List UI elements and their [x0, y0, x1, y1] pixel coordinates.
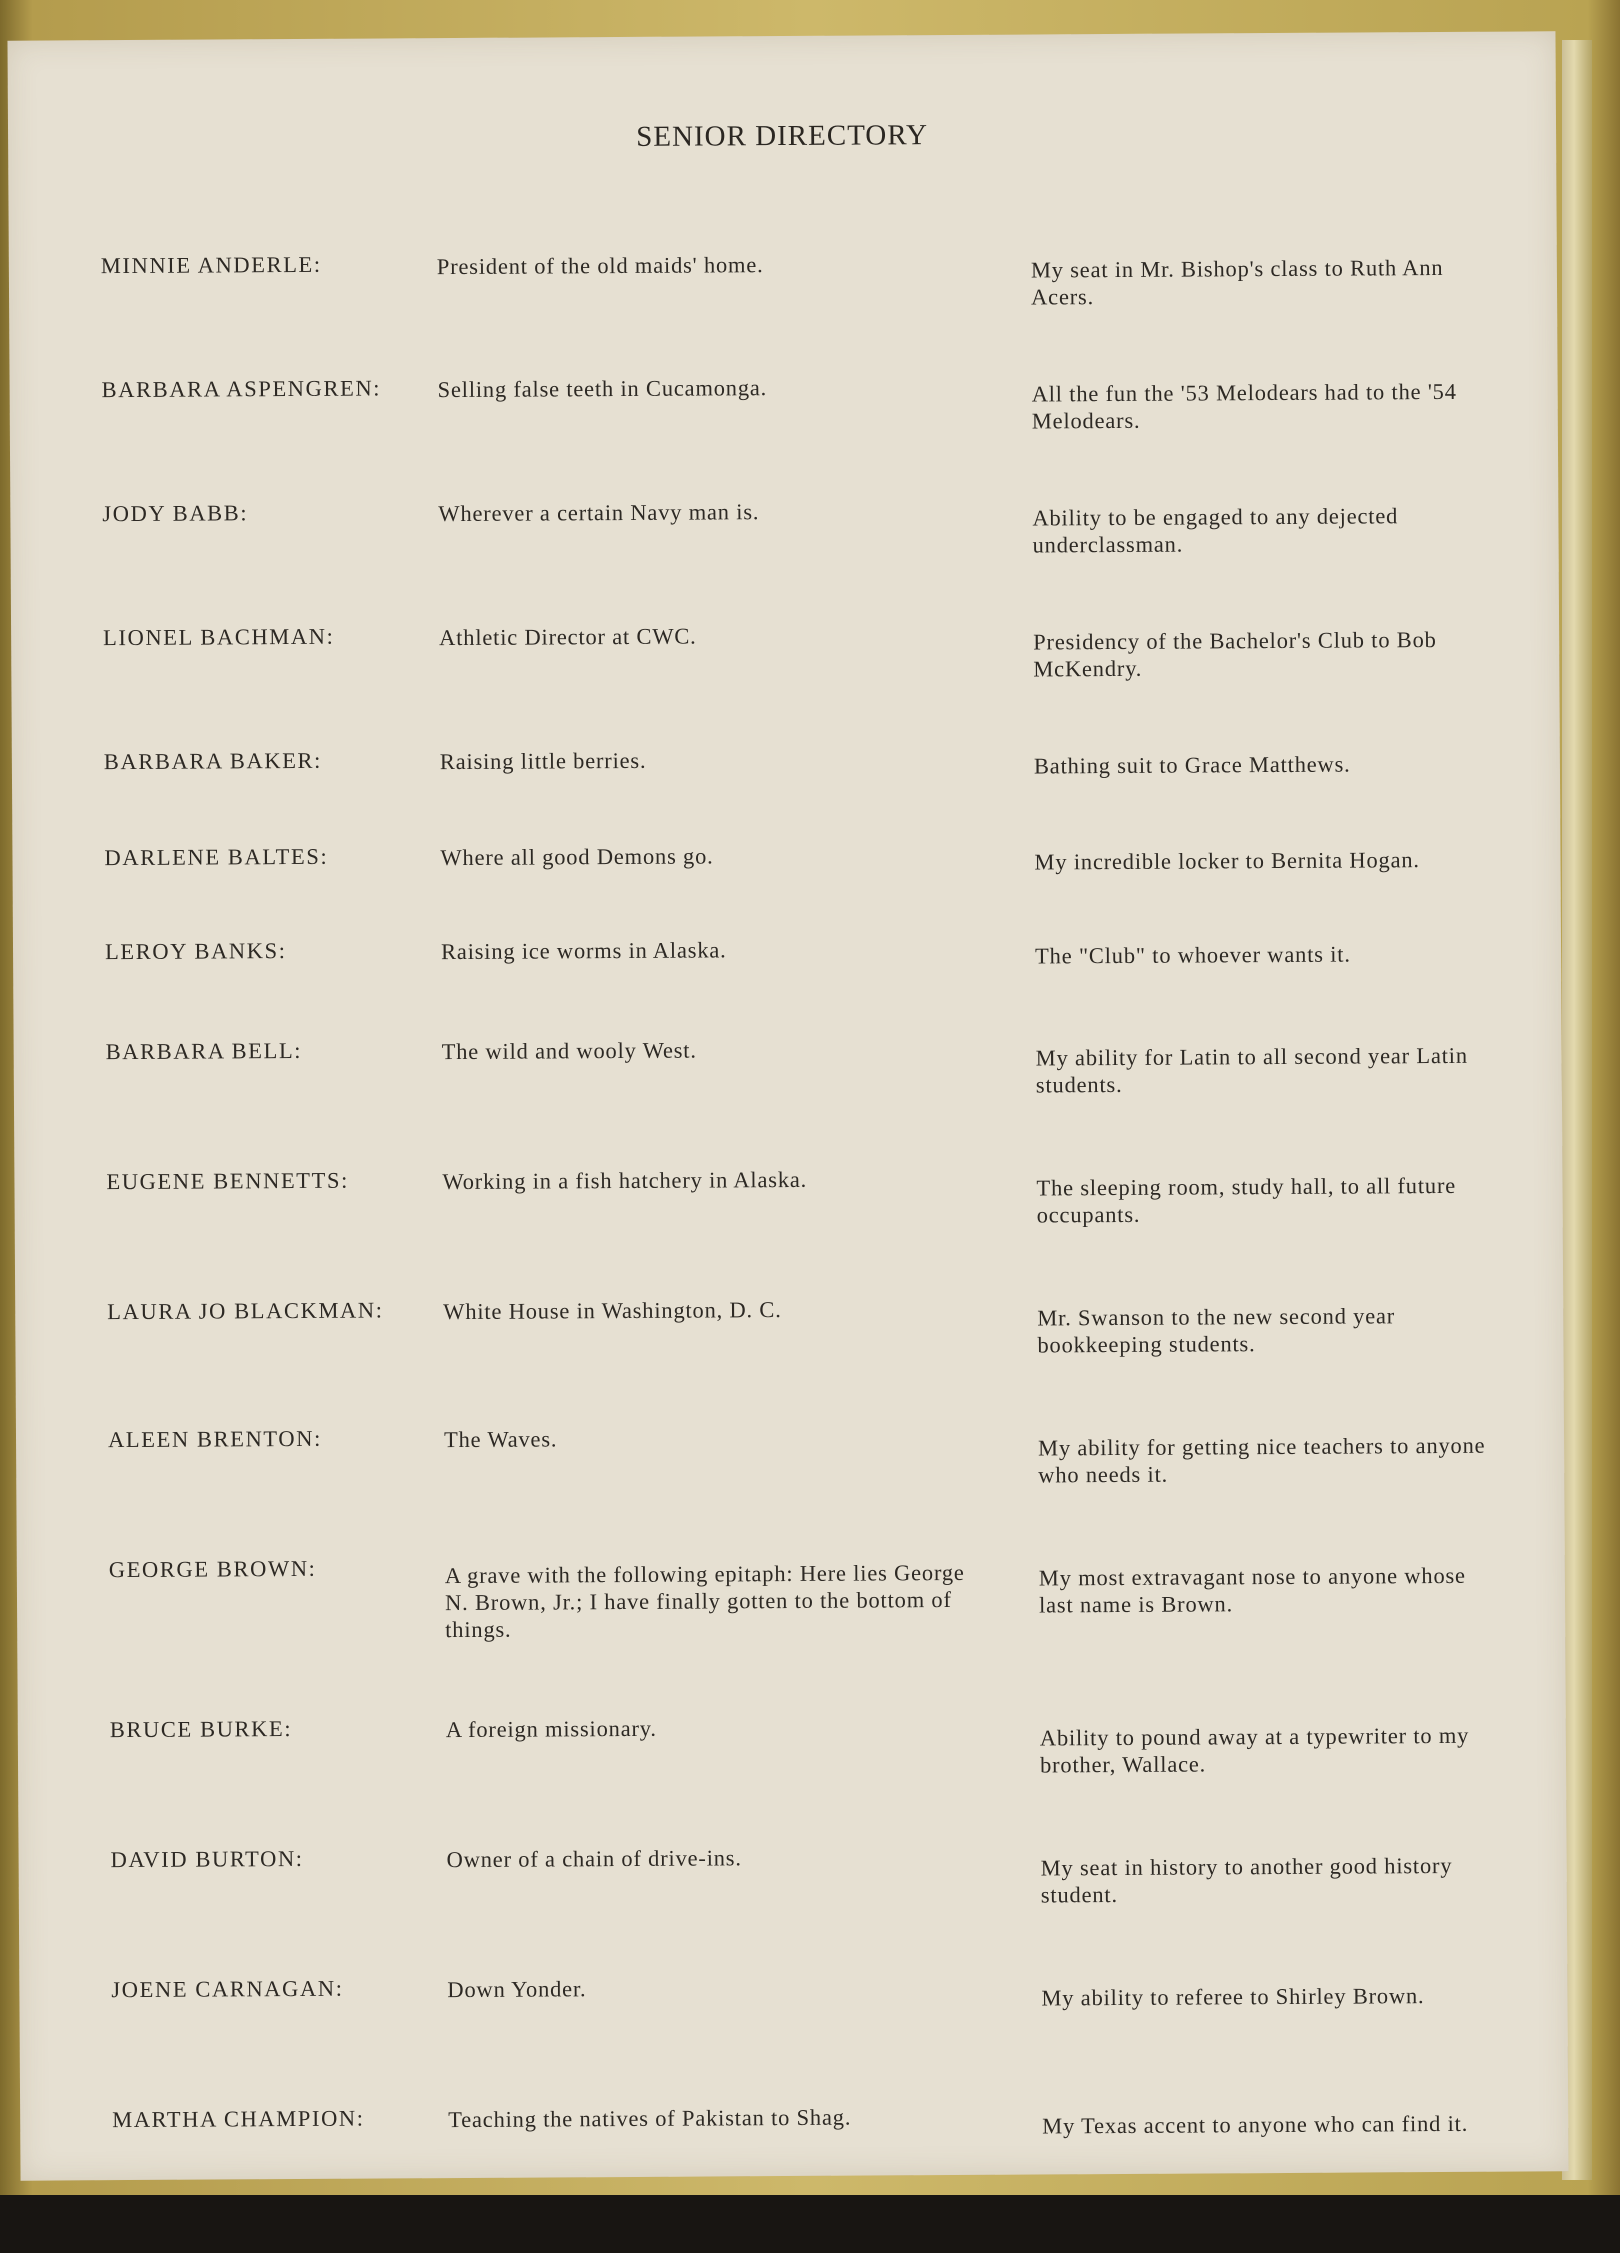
entry-fate: White House in Washington, D. C. [443, 1297, 782, 1325]
entry-name: JODY BABB: [102, 500, 249, 527]
entry-bequest: Presidency of the Bachelor's Club to Bob McKendry. [1033, 627, 1437, 682]
entry-fate: Teaching the natives of Pakistan to Shag. [448, 2104, 852, 2133]
entry-name: BARBARA ASPENGREN: [101, 375, 382, 403]
entry-name: BARBARA BELL: [105, 1037, 303, 1065]
entry-fate: The Waves. [443, 1426, 558, 1453]
directory-entry [9, 243, 1557, 310]
entry-bequest: My incredible locker to Bernita Hogan. [1034, 847, 1420, 875]
directory-entry [14, 1159, 1562, 1228]
entry-name: LIONEL BACHMAN: [103, 623, 335, 651]
entry-fate: Raising little berries. [439, 747, 647, 775]
directory-entry [12, 835, 1560, 875]
entry-name: DARLENE BALTES: [104, 843, 329, 871]
entry-fate: A grave with the following epitaph: Here lies George N. Brown, Jr.; I have finally gotten to the bottom of things. [444, 1559, 965, 1643]
entry-bequest: My seat in Mr. Bishop's class to Ruth Ann Acers. [1030, 254, 1444, 310]
entry-bequest: Mr. Swanson to the new second year bookkeeping students. [1037, 1303, 1396, 1358]
entry-bequest: My Texas accent to anyone who can find it. [1042, 2110, 1469, 2139]
entry-fate: Down Yonder. [447, 1976, 587, 2003]
entry-bequest: My ability for getting nice teachers to anyone who needs it. [1038, 1432, 1486, 1488]
entry-fate: Wherever a certain Navy man is. [438, 499, 760, 527]
entry-fate: A foreign missionary. [445, 1715, 657, 1743]
entry-fate: Owner of a chain of drive-ins. [446, 1845, 742, 1873]
entry-fate: Athletic Director at CWC. [439, 623, 697, 651]
entry-bequest: Ability to pound away at a typewriter to my brother, Wallace. [1039, 1722, 1470, 1778]
entry-fate: The wild and wooly West. [441, 1037, 697, 1065]
page-title: SENIOR DIRECTORY [636, 119, 929, 153]
entry-bequest: The sleeping room, study hall, to all future occupants. [1036, 1172, 1457, 1228]
directory-entry [15, 1289, 1563, 1358]
entry-name: LEROY BANKS: [104, 938, 287, 965]
entry-name: ALEEN BRENTON: [107, 1425, 322, 1453]
entry-name: JOENE CARNAGAN: [111, 1975, 344, 2003]
directory-entry [14, 1029, 1562, 1098]
directory-entry [17, 1547, 1565, 1643]
entry-name: BARBARA BAKER: [103, 747, 323, 775]
directory-entry [16, 1417, 1564, 1488]
directory-entry [19, 1837, 1567, 1908]
directory-entry [13, 929, 1561, 969]
directory-page [7, 31, 1568, 2180]
entry-name: BRUCE BURKE: [109, 1716, 293, 1743]
entry-fate: Selling false teeth in Cucamonga. [437, 375, 768, 403]
entry-bequest: Ability to be engaged to any dejected underclassman. [1032, 503, 1399, 558]
entry-fate: Working in a fish hatchery in Alaska. [442, 1166, 808, 1195]
entry-bequest: My ability for Latin to all second year Latin students. [1035, 1042, 1468, 1098]
directory-entry [18, 1707, 1566, 1778]
scan-bottom-edge [0, 2195, 1620, 2253]
directory-entry [19, 1967, 1567, 2011]
directory-entry [11, 615, 1559, 682]
entry-bequest: My seat in history to another good history student. [1040, 1852, 1453, 1908]
entry-bequest: All the fun the '53 Melodears had to the '54 Melodears. [1031, 378, 1457, 434]
directory-entry [10, 491, 1558, 558]
entry-bequest: Bathing suit to Grace Matthews. [1033, 751, 1351, 779]
directory-entry [10, 367, 1558, 434]
entry-fate: Where all good Demons go. [440, 843, 714, 871]
entry-fate: Raising ice worms in Alaska. [440, 937, 727, 965]
directory-entry [20, 2097, 1568, 2139]
entry-bequest: The "Club" to whoever wants it. [1035, 941, 1351, 969]
entry-name: GEORGE BROWN: [108, 1555, 317, 1583]
entry-bequest: My most extravagant nose to anyone whose last name is Brown. [1038, 1562, 1466, 1618]
entry-name: EUGENE BENNETTS: [106, 1167, 349, 1195]
entry-name: MINNIE ANDERLE: [100, 251, 322, 279]
directory-entry [12, 739, 1560, 779]
entry-name: DAVID BURTON: [110, 1845, 304, 1873]
entry-name: LAURA JO BLACKMAN: [107, 1297, 384, 1325]
entry-bequest: My ability to referee to Shirley Brown. [1041, 1983, 1425, 2011]
entry-fate: President of the old maids' home. [436, 252, 764, 280]
entry-name: MARTHA CHAMPION: [112, 2105, 365, 2133]
